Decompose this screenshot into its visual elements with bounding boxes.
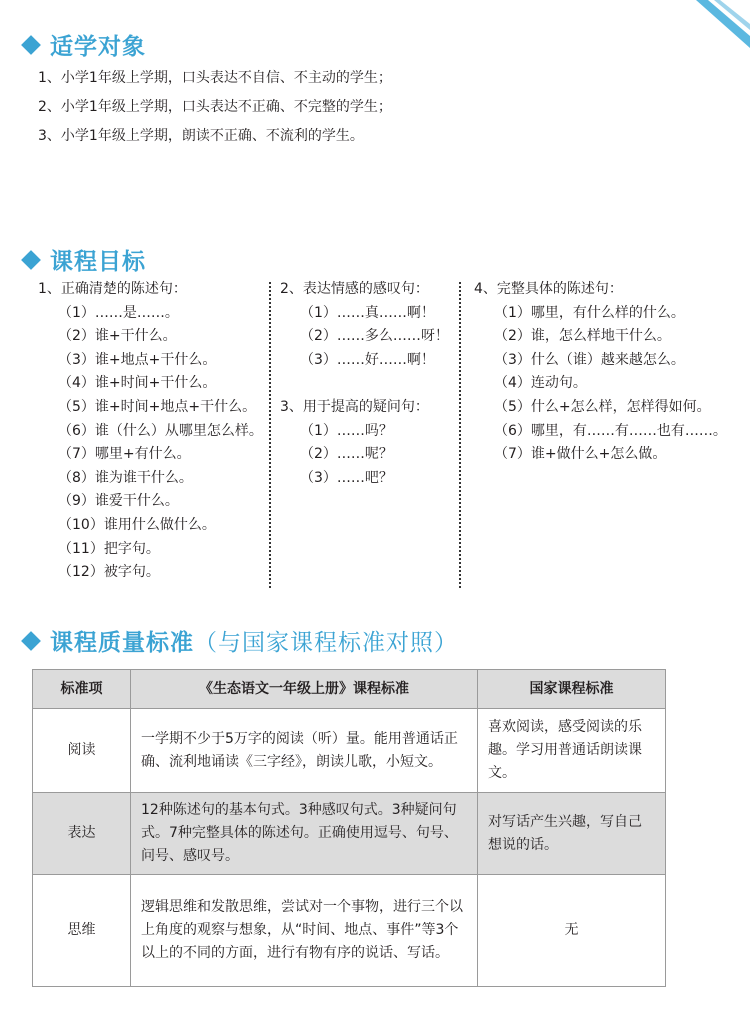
goal-item: （7）谁+做什么+怎么做。: [494, 446, 667, 463]
national-standard-cell: 无: [478, 875, 666, 987]
diamond-bullet-icon: [21, 631, 41, 651]
national-standard-cell: 对写话产生兴趣，写自己想说的话。: [478, 793, 666, 875]
eco-standard-cell: 逻辑思维和发散思维，尝试对一个事物，进行三个以上角度的观察与想象，从“时间、地点、事件”等3个以上的不同的方面，进行有物有序的说话、写话。: [131, 875, 478, 987]
goal-item: （4）连动句。: [494, 375, 587, 392]
goal-item: （9）谁爱干什么。: [58, 493, 179, 510]
diamond-bullet-icon: [21, 35, 41, 55]
goal-heading: 3、用于提高的疑问句：: [280, 398, 429, 415]
goals-title-text: 课程目标: [50, 249, 146, 275]
goal-item: （3）什么（谁）越来越怎么。: [494, 351, 685, 368]
row-label: 思维: [33, 875, 131, 987]
section-title-quality: [20, 624, 458, 657]
quality-subtitle-text: （与国家课程标准对照）: [194, 630, 458, 656]
eco-standard-cell: 一学期不少于5万字的阅读（听）量。能用普通话正确、流利地诵读《三字经》，朗读儿歌，小短文。: [131, 709, 478, 793]
goal-item: （8）谁为谁干什么。: [58, 469, 193, 486]
standards-table: [32, 669, 666, 987]
national-standard-cell: 喜欢阅读，感受阅读的乐趣。学习用普通话朗读课文。: [478, 709, 666, 793]
audience-list: [38, 64, 392, 151]
goal-item: （1）……真……啊！: [300, 304, 435, 321]
goal-item: （5）什么+怎么样，怎样得如何。: [494, 398, 711, 415]
column-header-national: 国家课程标准: [478, 670, 666, 709]
table-row: [33, 875, 666, 987]
dotted-divider: [459, 282, 461, 588]
column-header-item: 标准项: [33, 670, 131, 709]
goal-item: （1）哪里，有什么样的什么。: [494, 304, 685, 321]
quality-title-text: 课程质量标准: [50, 630, 194, 656]
corner-stripe-decoration: [640, 0, 750, 90]
goal-item: （6）哪里，有……有……也有……。: [494, 422, 727, 439]
goal-heading: 2、表达情感的感叹句：: [280, 281, 429, 297]
goal-item: （3）……吧？: [300, 469, 393, 486]
table-header-row: [33, 670, 666, 709]
goal-item: （7）哪里+有什么。: [58, 446, 191, 463]
goal-heading: 4、完整具体的陈述句：: [474, 281, 623, 297]
row-label: 阅读: [33, 709, 131, 793]
goal-item: （10）谁用什么做什么。: [58, 516, 216, 533]
goals-column-1: [38, 278, 263, 585]
section-title-goals: [20, 243, 146, 276]
diamond-bullet-icon: [21, 250, 41, 270]
goal-item: （5）谁+时间+地点+干什么。: [58, 398, 257, 415]
audience-item: 1、小学1年级上学期，口头表达不自信、不主动的学生；: [38, 70, 392, 86]
audience-item: 3、小学1年级上学期，朗读不正确、不流利的学生。: [38, 128, 364, 144]
goal-item: （4）谁+时间+干什么。: [58, 375, 217, 392]
audience-title-text: 适学对象: [50, 34, 146, 60]
goal-item: （1）……吗？: [300, 422, 393, 439]
table-row: [33, 793, 666, 875]
goal-item: （2）……多么……呀！: [300, 328, 449, 345]
goal-heading: 1、正确清楚的陈述句：: [38, 281, 187, 297]
section-title-audience: [20, 28, 146, 61]
goals-column-2: [280, 278, 449, 490]
goal-item: （2）……呢？: [300, 446, 393, 463]
goal-item: （3）谁+地点+干什么。: [58, 351, 217, 368]
eco-standard-cell: 12种陈述句的基本句式。3种感叹句式。3种疑问句式。7种完整具体的陈述句。正确使用逗号、句号、问号、感叹号。: [131, 793, 478, 875]
audience-item: 2、小学1年级上学期，口头表达不正确、不完整的学生；: [38, 99, 392, 115]
goal-item: （12）被字句。: [58, 564, 160, 581]
dotted-divider: [269, 282, 271, 588]
column-header-eco: 《生态语文一年级上册》课程标准: [131, 670, 478, 709]
table-row: [33, 709, 666, 793]
goal-item: （3）……好……啊！: [300, 351, 435, 368]
goal-item: （11）把字句。: [58, 540, 160, 557]
goal-item: （6）谁（什么）从哪里怎么样。: [58, 422, 263, 439]
goals-column-3: [474, 278, 727, 467]
goal-item: （2）谁+干什么。: [58, 328, 177, 345]
goal-item: （1）……是……。: [58, 304, 179, 321]
row-label: 表达: [33, 793, 131, 875]
goal-item: （2）谁，怎么样地干什么。: [494, 328, 671, 345]
